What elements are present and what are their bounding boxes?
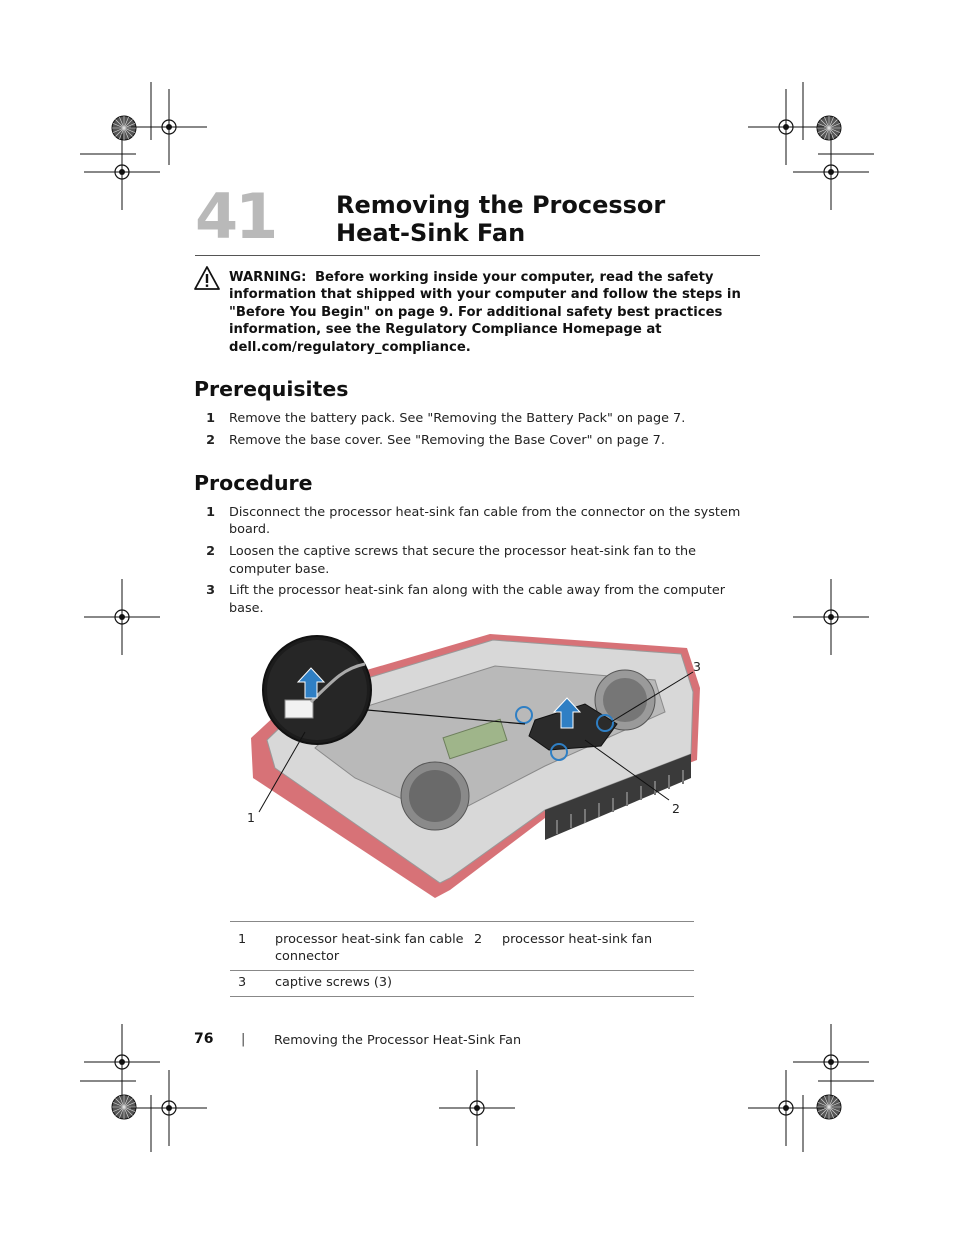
step-number: 1 [206, 505, 215, 520]
legend-number [474, 971, 502, 997]
list-item [195, 582, 760, 617]
list-item [195, 543, 760, 578]
chapter-title [336, 191, 665, 247]
footer-separator: | [241, 1032, 246, 1047]
callout-3: 3 [693, 659, 701, 674]
warning-icon [193, 265, 221, 291]
legend-number: 2 [474, 932, 483, 947]
left-fan-blades [409, 770, 461, 822]
list-item [195, 410, 760, 427]
step-text: Lift the processor heat-sink fan along with the cable away from the computer base. [229, 583, 725, 616]
list-item [195, 432, 760, 449]
chapter-title-line2: Heat-Sink Fan [336, 219, 526, 247]
callout-1: 1 [247, 810, 255, 825]
callout-2: 2 [672, 801, 680, 816]
step-number: 2 [206, 433, 215, 448]
chapter-title-line1: Removing the Processor [336, 191, 666, 219]
procedure-heading: Procedure [194, 471, 313, 495]
legend-text: processor heat-sink fan [502, 932, 653, 947]
figure-legend [230, 921, 694, 997]
step-text: Disconnect the processor heat-sink fan cable from the connector on the system board. [229, 505, 741, 538]
prerequisites-heading: Prerequisites [194, 377, 349, 401]
table-row [230, 971, 694, 997]
step-text: Remove the base cover. See "Removing the Base Cover" on page 7. [229, 433, 665, 448]
cable-connector [285, 700, 313, 718]
running-footer-title: Removing the Processor Heat-Sink Fan [274, 1033, 522, 1048]
list-item [195, 504, 760, 539]
page-number: 76 [194, 1031, 214, 1047]
step-text: Loosen the captive screws that secure the processor heat-sink fan to the computer base. [229, 544, 696, 577]
laptop-illustration [245, 628, 705, 908]
chapter-rule [195, 255, 760, 256]
legend-text: captive screws (3) [275, 975, 392, 990]
step-number: 3 [206, 583, 215, 599]
prerequisites-list [195, 410, 760, 449]
procedure-list [195, 504, 760, 617]
chapter-number: 41 [195, 180, 276, 253]
legend-number: 1 [238, 932, 247, 947]
table-row [230, 922, 694, 971]
legend-text [502, 971, 694, 997]
step-number: 1 [206, 411, 215, 426]
legend-text: processor heat-sink fan cable connector [275, 932, 464, 964]
warning-text: Before working inside your computer, read the safety information that shipped with your computer and follow the steps in "Before You Begin" on page 9. For additional safety best practices information, see the Regulatory Compliance Homepage at dell.com/regulatory_compliance. [229, 270, 741, 355]
warning-block [229, 269, 761, 356]
warning-label: WARNING: [229, 270, 307, 285]
step-number: 2 [206, 544, 215, 560]
legend-number: 3 [238, 975, 247, 990]
step-text: Remove the battery pack. See "Removing the Battery Pack" on page 7. [229, 411, 686, 426]
